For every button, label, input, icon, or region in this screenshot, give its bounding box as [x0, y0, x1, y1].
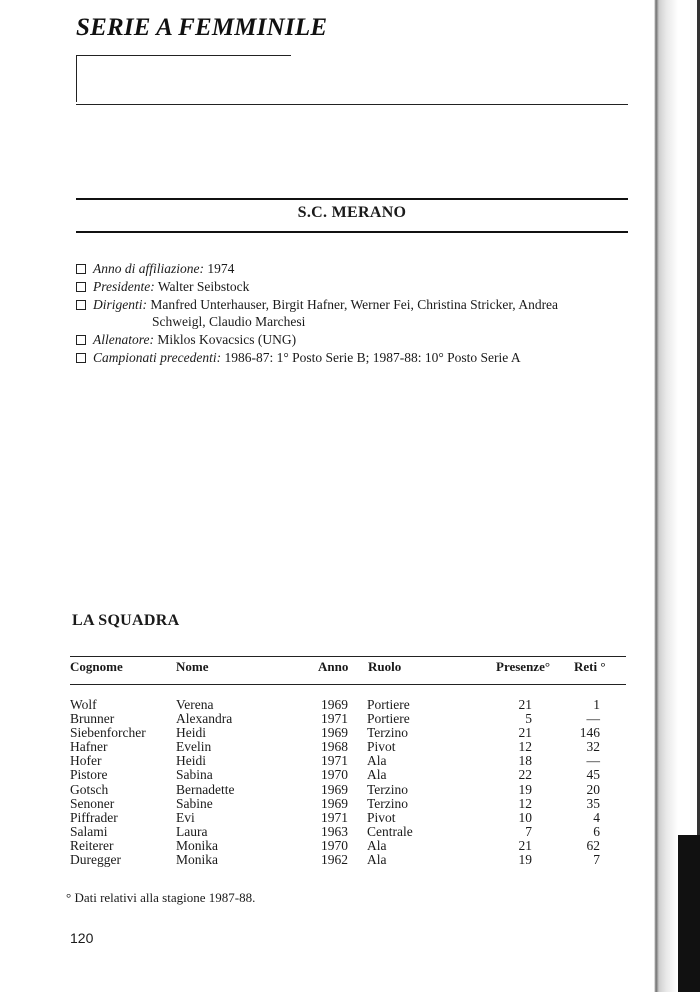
- table-row: [0, 797, 700, 811]
- player-ruolo: Portiere: [367, 711, 410, 727]
- table-row: [0, 698, 700, 712]
- section-title: SERIE A FEMMINILE: [76, 14, 328, 41]
- player-cognome: Wolf: [70, 697, 97, 712]
- checkbox-icon: [76, 264, 86, 274]
- player-reti: 20: [586, 781, 600, 797]
- info-value: Miklos Kovacsics (UNG): [157, 332, 297, 348]
- player-reti: —: [586, 753, 600, 769]
- table-row: [0, 754, 700, 768]
- header-frame: [76, 55, 291, 102]
- player-nome: Heidi: [176, 725, 206, 741]
- player-anno: 1963: [321, 823, 348, 839]
- player-presenze: 12: [518, 795, 532, 811]
- player-reti: 62: [586, 837, 600, 853]
- club-name: S.C. MERANO: [297, 204, 407, 221]
- table-row: [0, 839, 700, 853]
- player-cognome: Gotsch: [70, 781, 109, 797]
- player-cognome: Piffrader: [70, 809, 118, 825]
- player-reti: 35: [586, 795, 600, 811]
- col-header-reti: Reti °: [574, 659, 606, 674]
- player-anno: 1962: [321, 852, 348, 868]
- table-row: [0, 712, 700, 726]
- player-reti: 7: [593, 852, 600, 868]
- player-nome: Verena: [176, 697, 214, 712]
- table-rule-header: [70, 684, 626, 685]
- col-header-cognome: Cognome: [70, 659, 123, 674]
- col-header-anno: Anno: [318, 659, 349, 674]
- info-directors-continued: [76, 313, 636, 331]
- player-nome: Alexandra: [176, 711, 233, 727]
- info-label: Allenatore:: [93, 332, 154, 348]
- checkbox-icon: [76, 335, 86, 345]
- player-reti: 1: [593, 697, 600, 712]
- player-ruolo: Terzino: [367, 781, 409, 797]
- player-anno: 1970: [321, 767, 348, 783]
- player-nome: Evelin: [176, 739, 212, 755]
- player-presenze: 19: [518, 852, 532, 868]
- col-header-presenze: Presenze°: [496, 659, 551, 674]
- table-row: [0, 853, 700, 867]
- player-presenze: 21: [518, 837, 532, 853]
- player-anno: 1969: [321, 697, 348, 712]
- table-row: [0, 783, 700, 797]
- player-anno: 1969: [321, 781, 348, 797]
- player-cognome: Pistore: [70, 767, 108, 783]
- info-value: Walter Seibstock: [157, 278, 250, 294]
- squad-title: LA SQUADRA: [72, 612, 180, 629]
- info-label: Dirigenti:: [93, 296, 147, 312]
- player-nome: Bernadette: [176, 781, 235, 797]
- player-ruolo: Pivot: [367, 809, 396, 825]
- table-row: [0, 726, 700, 740]
- player-presenze: 7: [525, 823, 532, 839]
- footnote: ° Dati relativi alla stagione 1987-88.: [66, 890, 256, 905]
- player-ruolo: Portiere: [367, 697, 410, 712]
- player-presenze: 18: [518, 753, 532, 769]
- player-reti: 6: [593, 823, 600, 839]
- player-reti: —: [586, 711, 600, 727]
- player-reti: 45: [586, 767, 600, 783]
- player-anno: 1971: [321, 809, 348, 825]
- col-header-ruolo: Ruolo: [368, 659, 402, 674]
- club-rule-bottom: [76, 231, 628, 233]
- info-value: Manfred Unterhauser, Birgit Hafner, Werner Fei, Christina Stricker, Andrea: [150, 296, 559, 312]
- player-reti: 32: [586, 739, 600, 755]
- table-rule-top: [70, 656, 626, 657]
- player-anno: 1971: [321, 711, 348, 727]
- player-presenze: 21: [518, 697, 532, 712]
- col-header-nome: Nome: [176, 659, 209, 674]
- checkbox-icon: [76, 300, 86, 310]
- player-ruolo: Centrale: [367, 823, 413, 839]
- info-value: 1974: [207, 261, 235, 276]
- player-presenze: 10: [518, 809, 532, 825]
- player-reti: 146: [579, 725, 600, 741]
- player-ruolo: Ala: [367, 837, 387, 853]
- info-president: [76, 278, 636, 296]
- player-presenze: 12: [518, 739, 532, 755]
- player-nome: Laura: [176, 823, 208, 839]
- player-cognome: Brunner: [70, 711, 115, 727]
- player-cognome: Hafner: [70, 739, 108, 755]
- player-nome: Evi: [176, 809, 195, 825]
- player-nome: Sabine: [176, 795, 213, 811]
- table-row: [0, 811, 700, 825]
- player-anno: 1968: [321, 739, 348, 755]
- player-cognome: Duregger: [70, 852, 121, 868]
- info-previous-championships: [76, 349, 636, 367]
- player-cognome: Senoner: [70, 795, 115, 811]
- player-cognome: Siebenforcher: [70, 725, 146, 741]
- info-coach: [76, 331, 636, 349]
- table-row: [0, 768, 700, 782]
- player-ruolo: Terzino: [367, 725, 409, 741]
- info-affiliation: [76, 260, 636, 278]
- checkbox-icon: [76, 282, 86, 292]
- player-nome: Monika: [176, 852, 218, 868]
- player-nome: Sabina: [176, 767, 213, 783]
- player-ruolo: Ala: [367, 767, 387, 783]
- player-ruolo: Terzino: [367, 795, 409, 811]
- player-cognome: Salami: [70, 823, 108, 839]
- club-rule-top: [76, 198, 628, 200]
- info-label: Campionati precedenti:: [93, 349, 222, 365]
- player-nome: Monika: [176, 837, 218, 853]
- player-ruolo: Ala: [367, 852, 387, 868]
- player-ruolo: Pivot: [367, 739, 396, 755]
- player-nome: Heidi: [176, 753, 206, 769]
- table-row: [0, 740, 700, 754]
- player-presenze: 22: [518, 767, 532, 783]
- player-ruolo: Ala: [367, 753, 387, 769]
- squad-table-body: [0, 698, 700, 867]
- player-anno: 1969: [321, 725, 348, 741]
- info-value: Schweigl, Claudio Marchesi: [152, 314, 306, 330]
- info-value: 1986-87: 1° Posto Serie B; 1987-88: 10° Posto Serie A: [224, 349, 521, 365]
- checkbox-icon: [76, 353, 86, 363]
- player-reti: 4: [593, 809, 600, 825]
- club-info-list: [76, 260, 636, 367]
- info-label: Anno di affiliazione:: [93, 261, 204, 276]
- player-anno: 1971: [321, 753, 348, 769]
- page-number: 120: [70, 930, 94, 946]
- player-cognome: Reiterer: [70, 837, 114, 853]
- header-rule: [76, 104, 628, 105]
- player-anno: 1969: [321, 795, 348, 811]
- player-presenze: 19: [518, 781, 532, 797]
- player-anno: 1970: [321, 837, 348, 853]
- player-presenze: 21: [518, 725, 532, 741]
- player-presenze: 5: [525, 711, 532, 727]
- player-cognome: Hofer: [70, 753, 102, 769]
- info-label: Presidente:: [93, 278, 155, 294]
- table-row: [0, 825, 700, 839]
- info-directors: [76, 296, 636, 314]
